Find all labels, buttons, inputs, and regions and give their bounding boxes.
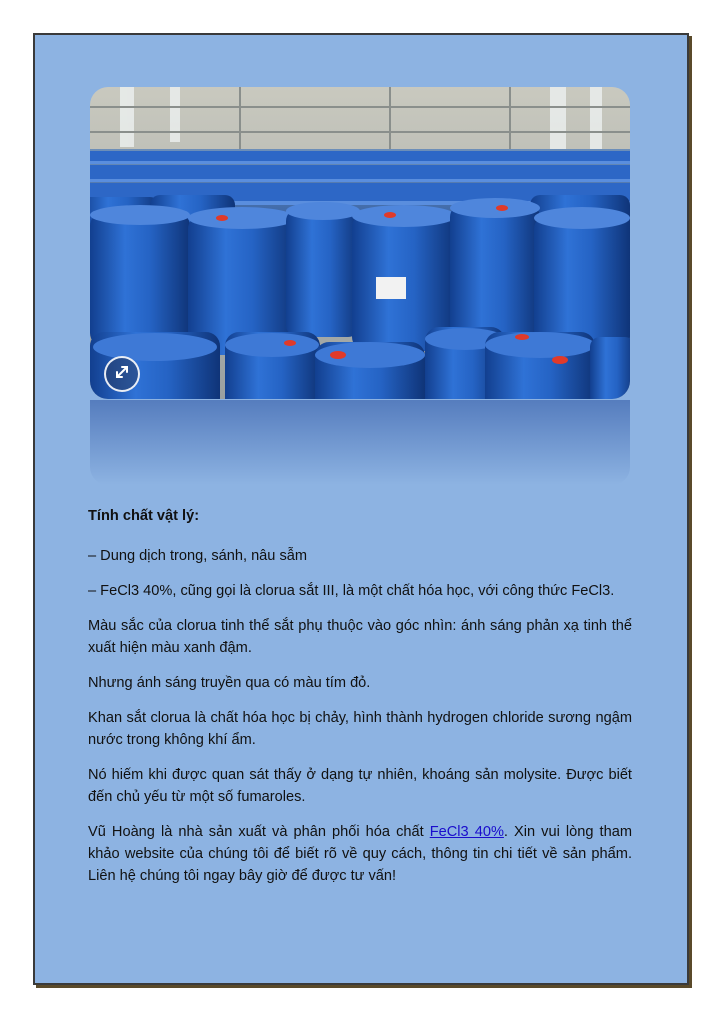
paragraph: – FeCl3 40%, cũng gọi là clorua sắt III, là một chất hóa học, với công thức FeCl3. xyxy=(88,583,615,599)
expand-button[interactable] xyxy=(104,356,140,392)
paragraph: Khan sắt clorua là chất hóa học bị chảy, hình thành hydrogen chloride sương ngậm nước trong không khí ẩm. xyxy=(88,710,632,748)
section-heading: Tính chất vật lý: xyxy=(88,508,200,524)
product-link[interactable]: FeCl3 40% xyxy=(429,824,504,840)
closing-paragraph xyxy=(88,821,632,887)
paragraph: – Dung dịch trong, sánh, nâu sẫm xyxy=(88,548,308,564)
paragraph: Nhưng ánh sáng truyền qua có màu tím đỏ. xyxy=(88,675,371,691)
article-body xyxy=(88,505,632,900)
closing-text-start: Vũ Hoàng là nhà sản xuất và phân phối hóa chất xyxy=(88,824,430,840)
photo-reflection xyxy=(90,400,630,485)
closing-text-end: . Xin vui lòng tham khảo website của chúng tôi để biết rõ về quy cách, thông tin chi tiết về sản phẩm. Liên hệ chúng tôi ngay bây giờ để được tư vấn! xyxy=(88,824,632,884)
paragraph: Màu sắc của clorua tinh thể sắt phụ thuộc vào góc nhìn: ánh sáng phản xạ tinh thể xuất hiện màu xanh đậm. xyxy=(88,618,632,656)
product-photo xyxy=(90,87,630,399)
paragraph: Nó hiếm khi được quan sát thấy ở dạng tự nhiên, khoáng sản molysite. Được biết đến chủ yếu từ một số fumaroles. xyxy=(88,767,632,805)
expand-arrows-icon xyxy=(113,363,131,386)
